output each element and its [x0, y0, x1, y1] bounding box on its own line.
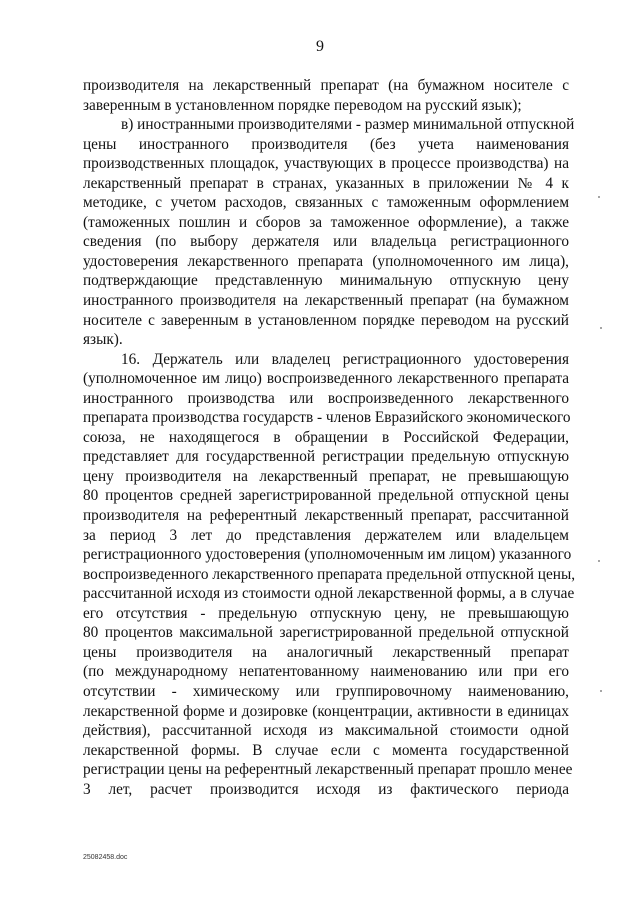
text-line: воспроизведенного лекарственного препарата предельной отпускной цены, — [83, 565, 576, 583]
text-line: регистрации цены на референтный лекарственный препарат прошло менее — [83, 761, 573, 779]
text-line: за период 3 лет до представления держателем или владельцем — [83, 526, 569, 544]
text-line: заверенным в установленном порядке переводом на русский язык); — [83, 96, 522, 114]
text-line: иностранного производства или воспроизведенного лекарственного — [83, 389, 569, 407]
text-line: союза, не находящегося в обращении в Российской Федерации, — [83, 428, 569, 446]
text-line: регистрационного удостоверения (уполномоченным им лицом) указанного — [83, 546, 572, 564]
text-line: производителя на референтный лекарственный препарат, рассчитанной — [83, 507, 569, 525]
text-line: лекарственной формы. В случае если с момента государственной — [83, 741, 569, 759]
text-line: (по международному непатентованному наименованию или при его — [83, 663, 569, 681]
text-line: носителе с заверенным в установленном порядке переводом на русский — [83, 311, 569, 329]
text-line: рассчитанной исходя из стоимости одной лекарственной формы, а в случае — [83, 585, 575, 603]
text-line: удостоверения лекарственного препарата (уполномоченного им лица), — [83, 252, 569, 270]
text-line: иностранного производителя на лекарственный препарат (на бумажном — [83, 292, 569, 310]
page-number: 9 — [316, 38, 324, 55]
scan-speck — [598, 196, 600, 198]
text-line: препарата производства государств - членов Евразийского экономического — [83, 409, 571, 427]
text-line: представляет для государственной регистрации предельную отпускную — [83, 448, 569, 466]
text-line: 80 процентов средней зарегистрированной предельной отпускной цены — [83, 487, 569, 505]
text-line: производителя на лекарственный препарат (на бумажном носителе с — [83, 77, 569, 94]
text-line: действия), рассчитанной исходя из максимальной стоимости одной — [83, 722, 569, 740]
text-line: цены производителя на аналогичный лекарственный препарат — [83, 643, 569, 661]
text-line: его отсутствия - предельную отпускную цену, не превышающую — [83, 604, 569, 622]
text-line: цену производителя на лекарственный препарат, не превышающую — [83, 467, 569, 485]
document-code: 25082458.doc — [83, 854, 128, 861]
body-text — [83, 76, 576, 799]
text-line: язык). — [83, 331, 123, 349]
text-line: подтверждающие представленную минимальную отпускную цену — [83, 272, 569, 290]
text-line: (уполномоченное им лицо) воспроизведенного лекарственного препарата — [83, 370, 569, 388]
text-line: сведения (по выбору держателя или владельца регистрационного — [83, 233, 569, 251]
text-line: 80 процентов максимальной зарегистрированной предельной отпускной — [83, 624, 569, 642]
text-line: производственных площадок, участвующих в процессе производства) на — [83, 155, 569, 173]
text-line: 3 лет, расчет производится исходя из фактического периода — [83, 780, 569, 798]
scan-speck — [600, 327, 602, 329]
text-line: лекарственной форме и дозировке (концентрации, активности в единицах — [83, 702, 569, 720]
text-line: лекарственный препарат в странах, указанных в приложении № 4 к — [83, 174, 569, 192]
scan-speck — [600, 690, 602, 692]
text-line: (таможенных пошлин и сборов за таможенное оформление), а также — [83, 213, 569, 231]
text-line: методике, с учетом расходов, связанных с таможенным оформлением — [83, 194, 569, 212]
scan-speck — [598, 560, 600, 562]
text-line: отсутствии - химическому или группировочному наименованию, — [83, 682, 569, 700]
text-line: цены иностранного производителя (без учета наименования — [83, 135, 569, 153]
text-line: в) иностранными производителями - размер минимальной отпускной — [121, 116, 575, 134]
text-line: 16. Держатель или владелец регистрационного удостоверения — [121, 350, 569, 368]
